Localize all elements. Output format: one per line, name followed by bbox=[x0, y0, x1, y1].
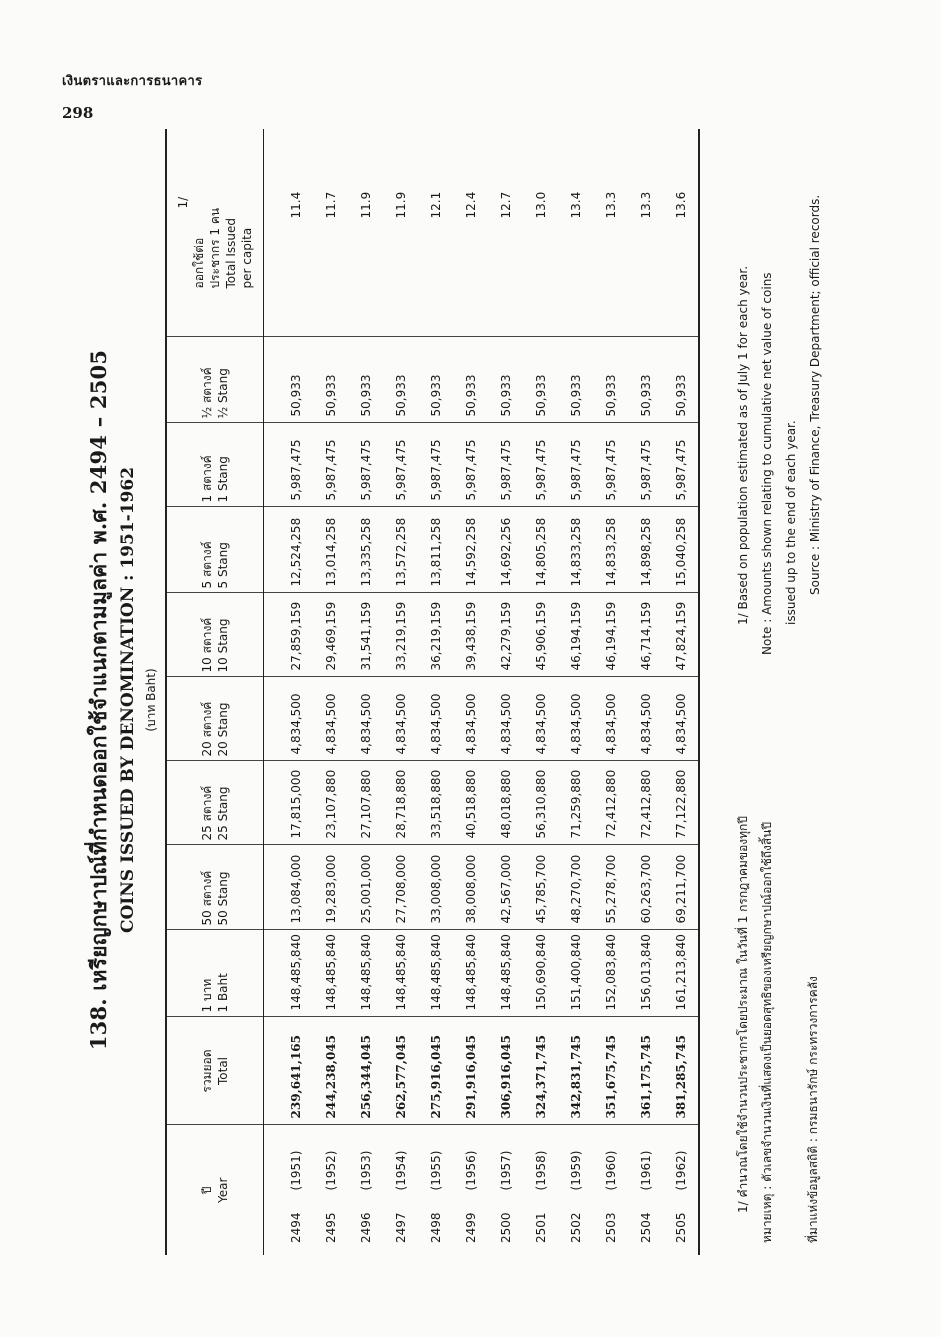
notes-english bbox=[731, 145, 827, 655]
cell-50-stang: 69,211,700 bbox=[663, 845, 699, 930]
cell-1-stang: 5,987,475 bbox=[593, 423, 628, 507]
note-english-line1: Note : Amounts shown relating to cumulative net value of coins bbox=[760, 272, 774, 655]
cell-half-stang: 50,933 bbox=[418, 337, 453, 423]
cell-5-stang: 15,040,258 bbox=[663, 507, 699, 593]
cell-half-stang: 50,933 bbox=[663, 337, 699, 423]
cell-year bbox=[453, 1125, 488, 1255]
cell-1-stang: 5,987,475 bbox=[278, 423, 313, 507]
cell-1-stang: 5,987,475 bbox=[523, 423, 558, 507]
col-20stang-th: 20 สตางค์ bbox=[200, 701, 214, 757]
col-total-th: รวมยอด bbox=[200, 1049, 214, 1093]
cell-50-stang: 27,708,000 bbox=[383, 845, 418, 930]
cell-20-stang: 4,834,500 bbox=[593, 677, 628, 761]
cell-20-stang: 4,834,500 bbox=[628, 677, 663, 761]
col-5stang-th: 5 สตางค์ bbox=[200, 541, 214, 589]
spacer-row bbox=[264, 129, 279, 1255]
cell-25-stang: 27,107,880 bbox=[348, 761, 383, 845]
table-title-english: COINS ISSUED BY DENOMINATION : 1951-1962 bbox=[118, 466, 138, 934]
cell-25-stang: 72,412,880 bbox=[593, 761, 628, 845]
year-gregorian: (1962) bbox=[673, 1150, 688, 1191]
cell-per-capita: 11.4 bbox=[278, 129, 313, 337]
cell-20-stang: 4,834,500 bbox=[488, 677, 523, 761]
year-gregorian: (1953) bbox=[358, 1150, 373, 1191]
cell-5-stang: 13,572,258 bbox=[383, 507, 418, 593]
cell-1-baht: 151,400,840 bbox=[558, 930, 593, 1017]
col-percap-en2: per capita bbox=[240, 227, 254, 289]
rotated-table-sheet bbox=[79, 145, 879, 1255]
year-buddhist: 2494 bbox=[288, 1212, 303, 1243]
notes-thai bbox=[731, 683, 825, 1243]
cell-25-stang: 48,018,880 bbox=[488, 761, 523, 845]
cell-5-stang: 13,014,258 bbox=[313, 507, 348, 593]
col-1stang-th: 1 สตางค์ bbox=[200, 455, 214, 503]
cell-1-stang: 5,987,475 bbox=[663, 423, 699, 507]
cell-per-capita: 11.9 bbox=[348, 129, 383, 337]
cell-per-capita: 12.4 bbox=[453, 129, 488, 337]
cell-year bbox=[278, 1125, 313, 1255]
cell-10-stang: 46,194,159 bbox=[593, 593, 628, 677]
cell-1-stang: 5,987,475 bbox=[628, 423, 663, 507]
cell-20-stang: 4,834,500 bbox=[348, 677, 383, 761]
cell-half-stang: 50,933 bbox=[453, 337, 488, 423]
cell-5-stang: 14,805,258 bbox=[523, 507, 558, 593]
year-buddhist: 2505 bbox=[673, 1212, 688, 1243]
year-gregorian: (1961) bbox=[638, 1150, 653, 1191]
cell-25-stang: 56,310,880 bbox=[523, 761, 558, 845]
year-gregorian: (1952) bbox=[323, 1150, 338, 1191]
col-25stang-th: 25 สตางค์ bbox=[200, 785, 214, 841]
cell-10-stang: 45,906,159 bbox=[523, 593, 558, 677]
col-20stang-en: 20 Stang bbox=[216, 702, 230, 757]
col-header-1-stang bbox=[166, 423, 264, 507]
cell-5-stang: 13,811,258 bbox=[418, 507, 453, 593]
cell-25-stang: 33,518,880 bbox=[418, 761, 453, 845]
year-gregorian: (1951) bbox=[288, 1150, 303, 1191]
cell-5-stang: 13,335,258 bbox=[348, 507, 383, 593]
col-percap-en1: Total Issued bbox=[224, 218, 238, 289]
cell-10-stang: 46,194,159 bbox=[558, 593, 593, 677]
cell-total: 306,916,045 bbox=[488, 1017, 523, 1125]
table-row bbox=[593, 129, 628, 1255]
cell-per-capita: 13.4 bbox=[558, 129, 593, 337]
cell-50-stang: 19,283,000 bbox=[313, 845, 348, 930]
cell-1-stang: 5,987,475 bbox=[453, 423, 488, 507]
cell-10-stang: 31,541,159 bbox=[348, 593, 383, 677]
year-buddhist: 2501 bbox=[533, 1212, 548, 1243]
cell-1-stang: 5,987,475 bbox=[313, 423, 348, 507]
year-buddhist: 2499 bbox=[463, 1212, 478, 1243]
cell-half-stang: 50,933 bbox=[383, 337, 418, 423]
table-body bbox=[264, 129, 700, 1255]
unit-label: (บาท Baht) bbox=[144, 668, 158, 732]
cell-50-stang: 45,785,700 bbox=[523, 845, 558, 930]
cell-year bbox=[628, 1125, 663, 1255]
cell-year bbox=[313, 1125, 348, 1255]
cell-total: 256,344,045 bbox=[348, 1017, 383, 1125]
cell-25-stang: 23,107,880 bbox=[313, 761, 348, 845]
cell-year bbox=[418, 1125, 453, 1255]
col-header-total bbox=[166, 1017, 264, 1125]
cell-1-baht: 156,013,840 bbox=[628, 930, 663, 1017]
cell-50-stang: 38,008,000 bbox=[453, 845, 488, 930]
cell-25-stang: 17,815,000 bbox=[278, 761, 313, 845]
cell-half-stang: 50,933 bbox=[278, 337, 313, 423]
cell-25-stang: 71,259,880 bbox=[558, 761, 593, 845]
year-gregorian: (1958) bbox=[533, 1150, 548, 1191]
year-gregorian: (1957) bbox=[498, 1150, 513, 1191]
cell-year bbox=[593, 1125, 628, 1255]
cell-per-capita: 13.3 bbox=[628, 129, 663, 337]
cell-1-stang: 5,987,475 bbox=[418, 423, 453, 507]
col-header-1-baht bbox=[166, 930, 264, 1017]
cell-1-stang: 5,987,475 bbox=[383, 423, 418, 507]
col-10stang-th: 10 สตางค์ bbox=[200, 617, 214, 673]
table-row bbox=[313, 129, 348, 1255]
cell-20-stang: 4,834,500 bbox=[453, 677, 488, 761]
year-buddhist: 2496 bbox=[358, 1212, 373, 1243]
table-row bbox=[453, 129, 488, 1255]
cell-1-baht: 161,213,840 bbox=[663, 930, 699, 1017]
col-header-year bbox=[166, 1125, 264, 1255]
cell-25-stang: 72,412,880 bbox=[628, 761, 663, 845]
cell-total: 361,175,745 bbox=[628, 1017, 663, 1125]
cell-half-stang: 50,933 bbox=[558, 337, 593, 423]
coins-table-wrap bbox=[165, 145, 700, 1255]
year-buddhist: 2503 bbox=[603, 1212, 618, 1243]
year-gregorian: (1954) bbox=[393, 1150, 408, 1191]
col-header-5-stang bbox=[166, 507, 264, 593]
col-year-th: ปี bbox=[200, 1186, 214, 1195]
table-row bbox=[348, 129, 383, 1255]
cell-1-baht: 148,485,840 bbox=[383, 930, 418, 1017]
cell-total: 275,916,045 bbox=[418, 1017, 453, 1125]
col-percap-mark: 1/ bbox=[176, 196, 190, 209]
col-header-20-stang bbox=[166, 677, 264, 761]
col-percap-th2: ประชากร 1 คน bbox=[208, 207, 222, 289]
cell-50-stang: 13,084,000 bbox=[278, 845, 313, 930]
year-gregorian: (1955) bbox=[428, 1150, 443, 1191]
year-gregorian: (1960) bbox=[603, 1150, 618, 1191]
source-english: Source : Ministry of Finance, Treasury Department; official records. bbox=[808, 194, 822, 595]
cell-half-stang: 50,933 bbox=[348, 337, 383, 423]
cell-50-stang: 60,263,700 bbox=[628, 845, 663, 930]
cell-10-stang: 36,219,159 bbox=[418, 593, 453, 677]
header-row bbox=[166, 129, 264, 1255]
cell-20-stang: 4,834,500 bbox=[558, 677, 593, 761]
cell-20-stang: 4,834,500 bbox=[383, 677, 418, 761]
col-header-25-stang bbox=[166, 761, 264, 845]
col-1baht-th: 1 บาท bbox=[200, 978, 214, 1013]
cell-50-stang: 33,008,000 bbox=[418, 845, 453, 930]
cell-20-stang: 4,834,500 bbox=[313, 677, 348, 761]
cell-per-capita: 13.0 bbox=[523, 129, 558, 337]
cell-1-baht: 148,485,840 bbox=[418, 930, 453, 1017]
year-buddhist: 2497 bbox=[393, 1212, 408, 1243]
cell-10-stang: 42,279,159 bbox=[488, 593, 523, 677]
cell-5-stang: 14,692,256 bbox=[488, 507, 523, 593]
cell-per-capita: 13.3 bbox=[593, 129, 628, 337]
cell-year bbox=[383, 1125, 418, 1255]
footnote-thai: 1/ คำนวณโดยใช้จำนวนประชากรโดยประมาณ ในวันที่ 1 กรกฎาคมของทุกปี bbox=[736, 816, 750, 1213]
table-row bbox=[383, 129, 418, 1255]
col-50stang-th: 50 สตางค์ bbox=[200, 870, 214, 926]
col-10stang-en: 10 Stang bbox=[216, 618, 230, 673]
cell-20-stang: 4,834,500 bbox=[278, 677, 313, 761]
year-buddhist: 2500 bbox=[498, 1212, 513, 1243]
cell-total: 262,577,045 bbox=[383, 1017, 418, 1125]
cell-half-stang: 50,933 bbox=[488, 337, 523, 423]
cell-per-capita: 12.1 bbox=[418, 129, 453, 337]
cell-1-baht: 150,690,840 bbox=[523, 930, 558, 1017]
cell-1-stang: 5,987,475 bbox=[558, 423, 593, 507]
cell-5-stang: 12,524,258 bbox=[278, 507, 313, 593]
running-head: เงินตราและการธนาคาร bbox=[62, 74, 203, 89]
table-row bbox=[628, 129, 663, 1255]
table-row bbox=[418, 129, 453, 1255]
cell-10-stang: 46,714,159 bbox=[628, 593, 663, 677]
year-buddhist: 2502 bbox=[568, 1212, 583, 1243]
year-gregorian: (1959) bbox=[568, 1150, 583, 1191]
cell-total: 324,371,745 bbox=[523, 1017, 558, 1125]
cell-10-stang: 27,859,159 bbox=[278, 593, 313, 677]
col-5stang-en: 5 Stang bbox=[216, 542, 230, 589]
cell-half-stang: 50,933 bbox=[313, 337, 348, 423]
cell-25-stang: 28,718,880 bbox=[383, 761, 418, 845]
cell-total: 291,916,045 bbox=[453, 1017, 488, 1125]
cell-25-stang: 77,122,880 bbox=[663, 761, 699, 845]
table-row bbox=[488, 129, 523, 1255]
cell-year bbox=[663, 1125, 699, 1255]
cell-total: 381,285,745 bbox=[663, 1017, 699, 1125]
cell-20-stang: 4,834,500 bbox=[418, 677, 453, 761]
cell-total: 239,641,165 bbox=[278, 1017, 313, 1125]
year-buddhist: 2495 bbox=[323, 1212, 338, 1243]
cell-1-baht: 148,485,840 bbox=[488, 930, 523, 1017]
col-25stang-en: 25 Stang bbox=[216, 786, 230, 841]
year-buddhist: 2504 bbox=[638, 1212, 653, 1243]
cell-5-stang: 14,898,258 bbox=[628, 507, 663, 593]
col-header-50-stang bbox=[166, 845, 264, 930]
year-buddhist: 2498 bbox=[428, 1212, 443, 1243]
cell-per-capita: 11.7 bbox=[313, 129, 348, 337]
col-percap-th1: ออกใช้ต่อ bbox=[192, 237, 206, 289]
col-1stang-en: 1 Stang bbox=[216, 456, 230, 503]
note-english-line2: issued up to the end of each year. bbox=[784, 420, 798, 625]
cell-50-stang: 25,001,000 bbox=[348, 845, 383, 930]
cell-1-baht: 148,485,840 bbox=[313, 930, 348, 1017]
cell-year bbox=[558, 1125, 593, 1255]
col-header-half-stang bbox=[166, 337, 264, 423]
cell-10-stang: 29,469,159 bbox=[313, 593, 348, 677]
table-row bbox=[278, 129, 313, 1255]
cell-10-stang: 39,438,159 bbox=[453, 593, 488, 677]
page-number: 298 bbox=[62, 104, 94, 122]
footnote-english: 1/ Based on population estimated as of July 1 for each year. bbox=[736, 265, 750, 625]
cell-10-stang: 33,219,159 bbox=[383, 593, 418, 677]
table-row bbox=[523, 129, 558, 1255]
cell-1-baht: 148,485,840 bbox=[348, 930, 383, 1017]
cell-year bbox=[523, 1125, 558, 1255]
col-header-per-capita bbox=[166, 129, 264, 337]
col-total-en: Total bbox=[216, 1056, 230, 1086]
table-row bbox=[558, 129, 593, 1255]
cell-year bbox=[348, 1125, 383, 1255]
cell-half-stang: 50,933 bbox=[593, 337, 628, 423]
col-1baht-en: 1 Baht bbox=[216, 973, 230, 1013]
cell-total: 351,675,745 bbox=[593, 1017, 628, 1125]
source-thai: ที่มาแห่งข้อมูลสถิติ : กรมธนารักษ์ กระทรวงการคลัง bbox=[806, 976, 820, 1243]
col-halfstang-en: ½ Stang bbox=[216, 368, 230, 419]
cell-half-stang: 50,933 bbox=[523, 337, 558, 423]
cell-half-stang: 50,933 bbox=[628, 337, 663, 423]
year-gregorian: (1956) bbox=[463, 1150, 478, 1191]
cell-1-stang: 5,987,475 bbox=[488, 423, 523, 507]
cell-total: 244,238,045 bbox=[313, 1017, 348, 1125]
cell-per-capita: 12.7 bbox=[488, 129, 523, 337]
cell-1-baht: 152,083,840 bbox=[593, 930, 628, 1017]
cell-20-stang: 4,834,500 bbox=[663, 677, 699, 761]
coins-table bbox=[165, 129, 700, 1255]
cell-total: 342,831,745 bbox=[558, 1017, 593, 1125]
cell-5-stang: 14,592,258 bbox=[453, 507, 488, 593]
cell-year bbox=[488, 1125, 523, 1255]
cell-per-capita: 13.6 bbox=[663, 129, 699, 337]
cell-25-stang: 40,518,880 bbox=[453, 761, 488, 845]
title-block bbox=[83, 145, 161, 1255]
cell-50-stang: 55,278,700 bbox=[593, 845, 628, 930]
col-50stang-en: 50 Stang bbox=[216, 871, 230, 926]
cell-5-stang: 14,833,258 bbox=[558, 507, 593, 593]
note-thai: หมายเหตุ : ตัวเลขจำนวนเงินที่แสดงเป็นยอดสุทธิของเหรียญกษาปณ์ออกใช้ถึงสิ้นปี bbox=[760, 821, 774, 1243]
table-row bbox=[663, 129, 699, 1255]
cell-1-baht: 148,485,840 bbox=[453, 930, 488, 1017]
cell-50-stang: 48,270,700 bbox=[558, 845, 593, 930]
cell-5-stang: 14,833,258 bbox=[593, 507, 628, 593]
table-title-thai: 138. เหรียญกษาปณ์ที่กำหนดออกใช้จำแนกตามมูลค่า พ.ศ. 2494 – 2505 bbox=[86, 349, 111, 1051]
cell-10-stang: 47,824,159 bbox=[663, 593, 699, 677]
col-halfstang-th: ½ สตางค์ bbox=[200, 367, 214, 419]
cell-20-stang: 4,834,500 bbox=[523, 677, 558, 761]
cell-1-baht: 148,485,840 bbox=[278, 930, 313, 1017]
cell-1-stang: 5,987,475 bbox=[348, 423, 383, 507]
col-year-en: Year bbox=[216, 1177, 230, 1203]
col-header-10-stang bbox=[166, 593, 264, 677]
cell-50-stang: 42,567,000 bbox=[488, 845, 523, 930]
cell-per-capita: 11.9 bbox=[383, 129, 418, 337]
